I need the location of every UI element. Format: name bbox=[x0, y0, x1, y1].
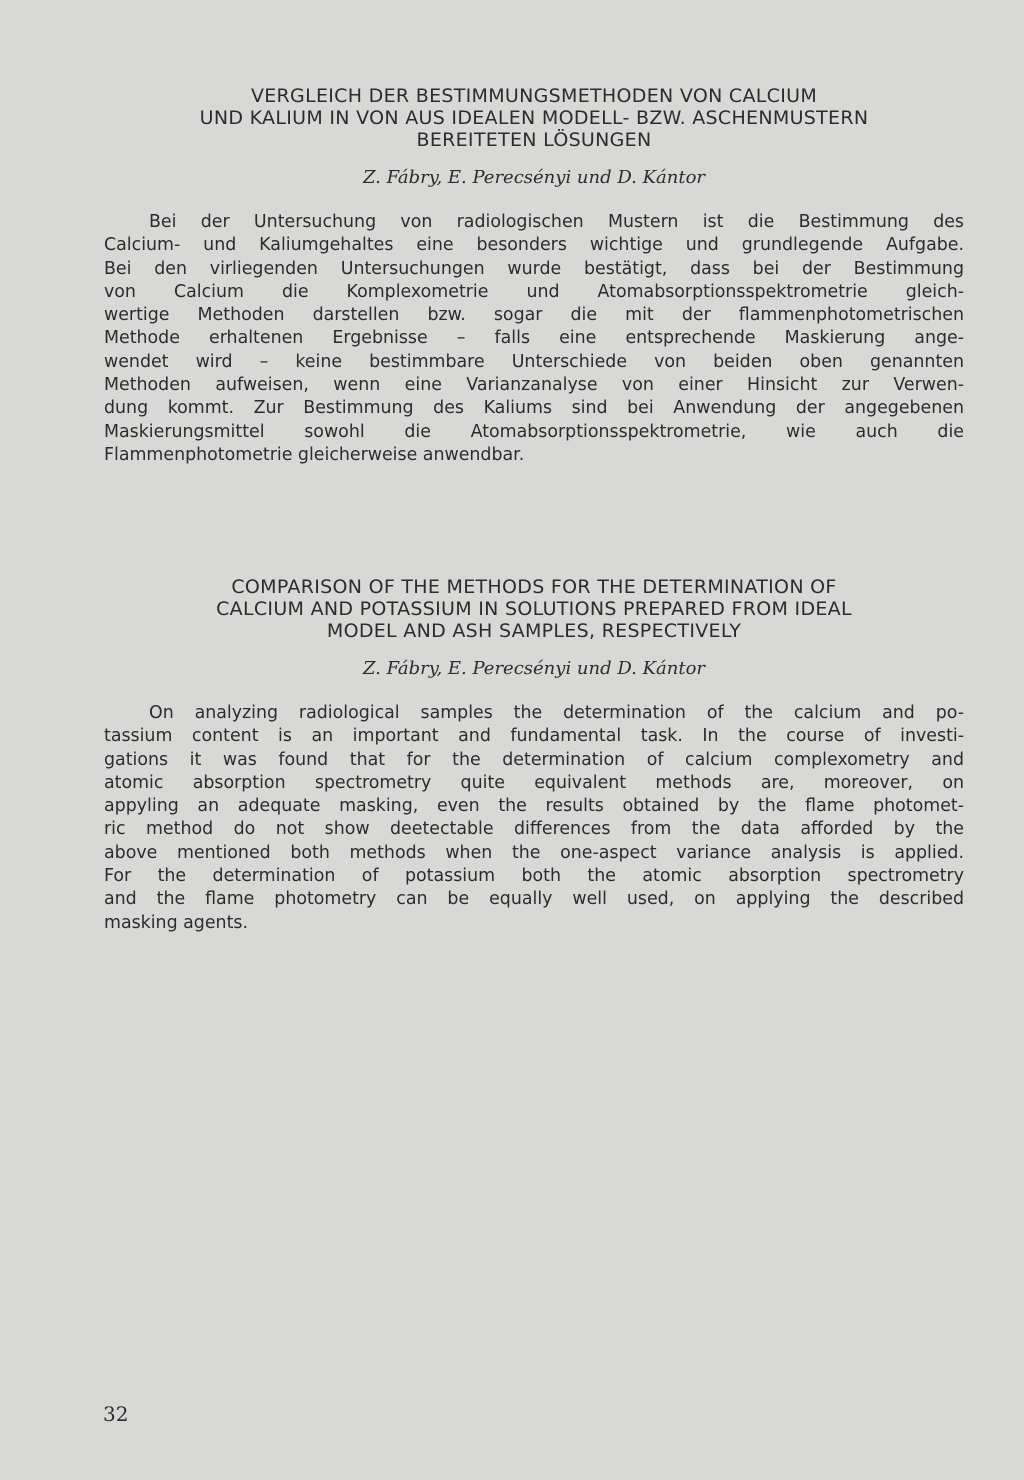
abstract-line: and the flame photometry can be equally well used, on applying the described bbox=[104, 889, 964, 910]
abstract-line: Flammenphotometrie gleicherweise anwendbar. bbox=[104, 444, 525, 465]
english-article bbox=[104, 576, 964, 935]
abstract-line: dung kommt. Zur Bestimmung des Kaliums sind bei Anwendung der angegebenen bbox=[104, 398, 964, 419]
title-line: COMPARISON OF THE METHODS FOR THE DETERMINATION OF bbox=[231, 576, 837, 598]
abstract-line: Methode erhaltenen Ergebnisse – falls eine entsprechende Maskierung ange- bbox=[104, 328, 964, 349]
german-title bbox=[104, 85, 964, 151]
abstract-line: tassium content is an important and fundamental task. In the course of investi- bbox=[104, 726, 964, 747]
german-article bbox=[104, 85, 964, 467]
title-line: MODEL AND ASH SAMPLES, RESPECTIVELY bbox=[326, 620, 742, 642]
german-authors: Z. Fábry, E. Perecsényi und D. Kántor bbox=[362, 167, 706, 188]
abstract-line: wertige Methoden darstellen bzw. sogar die mit der flammenphotometrischen bbox=[104, 305, 964, 326]
abstract-line: Methoden aufweisen, wenn eine Varianzanalyse von einer Hinsicht zur Verwen- bbox=[104, 375, 964, 396]
abstract-line: above mentioned both methods when the one-aspect variance analysis is applied. bbox=[104, 842, 964, 863]
english-abstract bbox=[104, 702, 964, 935]
abstract-line: atomic absorption spectrometry quite equivalent methods are, moreover, on bbox=[104, 772, 964, 793]
english-title bbox=[104, 576, 964, 642]
german-abstract bbox=[104, 211, 964, 467]
abstract-line: ric method do not show deetectable differences from the data afforded by the bbox=[104, 819, 964, 840]
title-line: CALCIUM AND POTASSIUM IN SOLUTIONS PREPARED FROM IDEAL bbox=[216, 598, 852, 620]
title-line: UND KALIUM IN VON AUS IDEALEN MODELL- BZW. ASCHENMUSTERN bbox=[199, 107, 869, 129]
page-number: 32 bbox=[103, 1402, 129, 1426]
abstract-line: Maskierungsmittel sowohl die Atomabsorptionsspektrometrie, wie auch die bbox=[104, 421, 964, 442]
abstract-line: appyling an adequate masking, even the results obtained by the flame photomet- bbox=[104, 796, 964, 817]
abstract-line: gations it was found that for the determination of calcium complexometry and bbox=[104, 749, 964, 770]
title-line: BEREITETEN LÖSUNGEN bbox=[416, 129, 652, 151]
abstract-line: Bei der Untersuchung von radiologischen Mustern ist die Bestimmung des bbox=[149, 212, 964, 232]
abstract-line: wendet wird – keine bestimmbare Unterschiede von beiden oben genannten bbox=[104, 351, 964, 372]
abstract-line: masking agents. bbox=[104, 912, 248, 933]
abstract-line: On analyzing radiological samples the determination of the calcium and po- bbox=[149, 703, 964, 723]
abstract-line: For the determination of potassium both the atomic absorption spectrometry bbox=[104, 866, 964, 887]
abstract-line: von Calcium die Komplexometrie und Atomabsorptionsspektrometrie gleich- bbox=[104, 281, 964, 302]
abstract-line: Bei den virliegenden Untersuchungen wurde bestätigt, dass bei der Bestimmung bbox=[104, 258, 964, 279]
abstract-line: Calcium- und Kaliumgehaltes eine besonders wichtige und grundlegende Aufgabe. bbox=[104, 235, 964, 256]
english-authors: Z. Fábry, E. Perecsényi und D. Kántor bbox=[362, 658, 706, 679]
title-line: VERGLEICH DER BESTIMMUNGSMETHODEN VON CALCIUM bbox=[250, 85, 818, 107]
